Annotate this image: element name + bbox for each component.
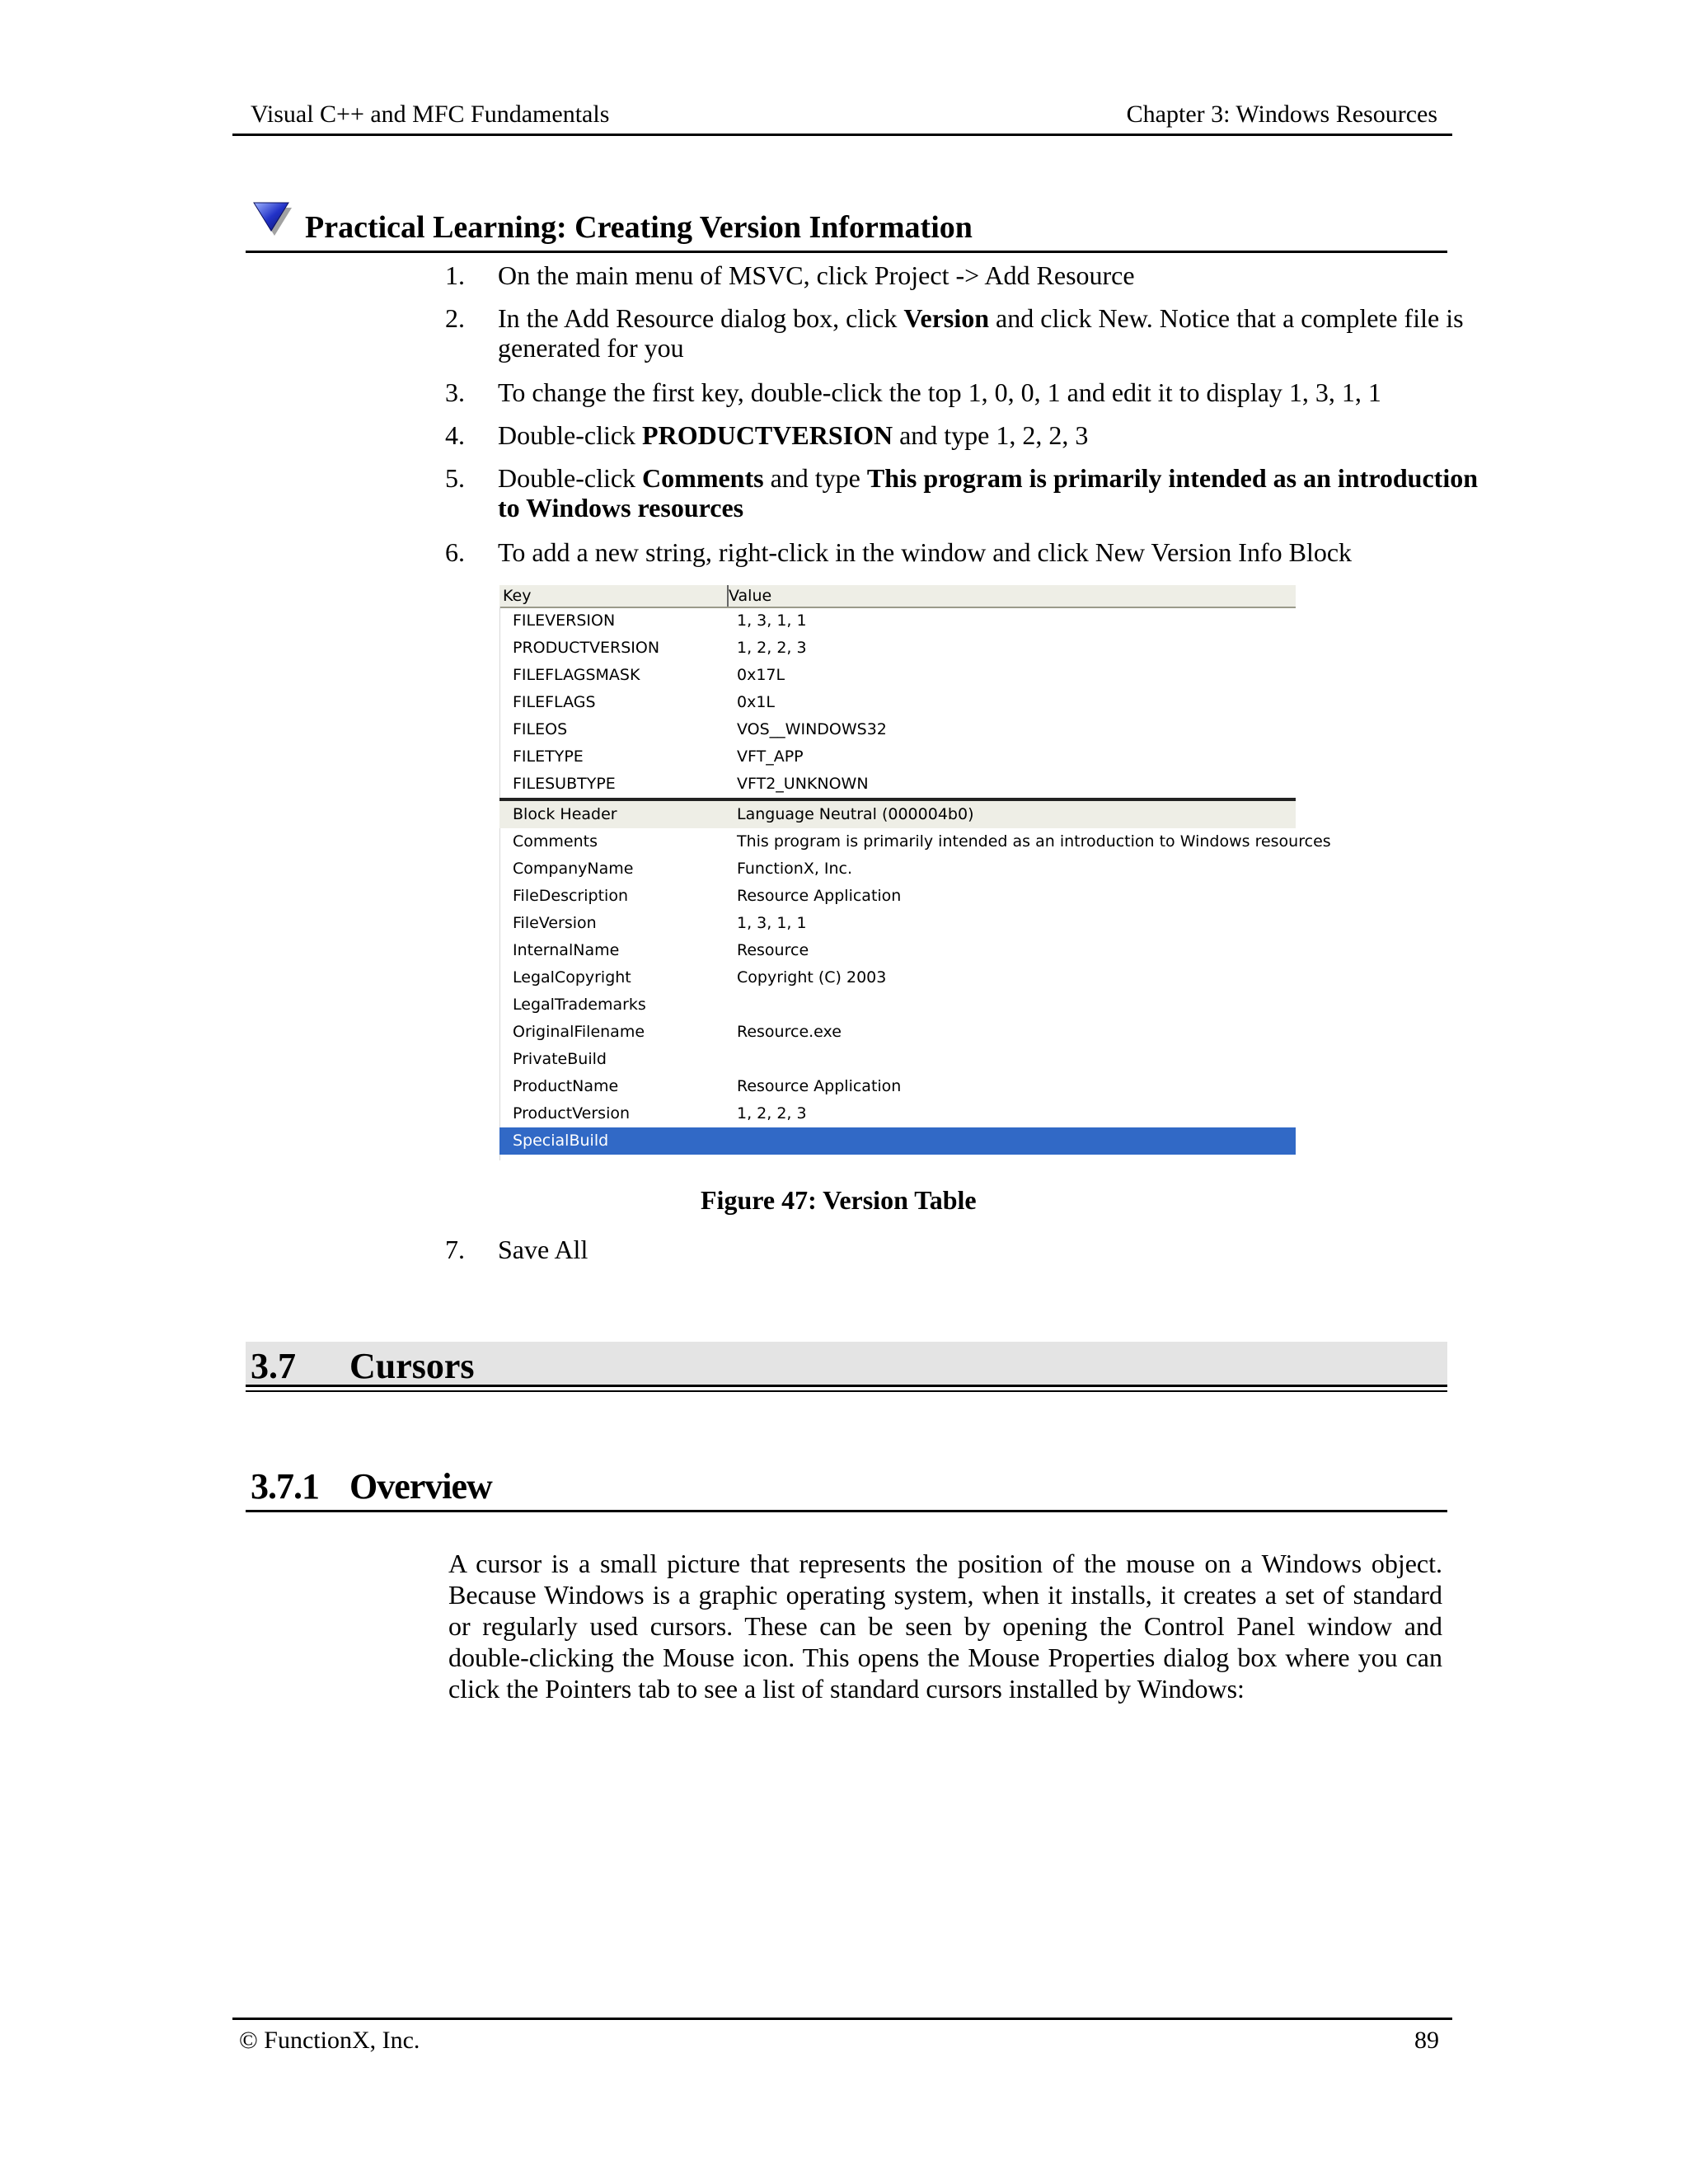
step-number: 5. — [445, 463, 465, 493]
step-text: In the Add Resource dialog box, click Version and click New. Notice that a complete file is generated for you — [498, 303, 1464, 363]
table-row[interactable] — [499, 964, 1296, 991]
table-row[interactable] — [499, 716, 1296, 743]
step-list-continued — [445, 1235, 1442, 1264]
step-text: Double-click PRODUCTVERSION and type 1, 2, 2, 3 — [498, 420, 1089, 450]
step-text: Double-click Comments and type This program is primarily intended as an introduction to Windows resources — [498, 463, 1479, 523]
table-row[interactable] — [499, 771, 1296, 798]
row-value: 1, 2, 2, 3 — [737, 639, 807, 657]
step-number: 3. — [445, 377, 465, 407]
row-key: ProductName — [513, 1077, 619, 1095]
table-row[interactable] — [499, 635, 1296, 662]
row-value: VFT_APP — [737, 748, 804, 766]
step-number: 2. — [445, 303, 465, 333]
subsection-number: 3.7.1 — [251, 1466, 319, 1507]
step-number: 1. — [445, 260, 465, 290]
row-key: LegalTrademarks — [513, 996, 646, 1014]
list-item — [445, 463, 1495, 523]
row-value: 1, 3, 1, 1 — [737, 612, 807, 630]
list-item — [445, 537, 1495, 567]
step-number: 6. — [445, 537, 465, 567]
row-value: Resource Application — [737, 887, 902, 905]
table-row[interactable] — [499, 1019, 1296, 1046]
row-key: FILEVERSION — [513, 612, 616, 630]
row-key: SpecialBuild — [513, 1132, 609, 1150]
list-item — [445, 260, 1495, 290]
row-key: FILEFLAGS — [513, 693, 596, 711]
blue-triangle-icon — [252, 199, 293, 237]
row-key: FILEFLAGSMASK — [513, 666, 640, 684]
table-row[interactable] — [499, 1073, 1296, 1100]
row-value: VOS__WINDOWS32 — [737, 720, 887, 738]
table-row[interactable] — [499, 662, 1296, 689]
footer-copyright: © FunctionX, Inc. — [239, 2027, 420, 2054]
table-row[interactable] — [499, 828, 1331, 855]
row-key: OriginalFilename — [513, 1023, 645, 1041]
row-value: FunctionX, Inc. — [737, 860, 853, 878]
table-row[interactable] — [499, 910, 1296, 937]
practical-learning-title: Practical Learning: Creating Version Information — [305, 210, 973, 245]
figure-caption: Figure 47: Version Table — [701, 1185, 977, 1215]
row-value: 0x1L — [737, 693, 776, 711]
subsection-title: Overview — [349, 1466, 492, 1507]
row-key: FILESUBTYPE — [513, 775, 616, 793]
page-number: 89 — [1414, 2027, 1439, 2054]
step-number: 7. — [445, 1235, 465, 1264]
step-number: 4. — [445, 420, 465, 450]
table-row[interactable] — [499, 607, 1296, 635]
table-header — [499, 585, 1296, 608]
practical-learning-heading — [246, 196, 1447, 253]
table-row[interactable] — [499, 743, 1296, 771]
row-value: 0x17L — [737, 666, 785, 684]
row-key: LegalCopyright — [513, 968, 631, 987]
key-column-header[interactable]: Key — [503, 587, 532, 605]
list-item — [445, 1235, 1442, 1264]
value-column-header[interactable]: Value — [729, 587, 772, 605]
row-key: Comments — [513, 832, 598, 851]
row-value: Language Neutral (000004b0) — [737, 805, 974, 823]
row-key: PrivateBuild — [513, 1050, 607, 1068]
step-text: Save All — [498, 1235, 588, 1264]
header-book-title: Visual C++ and MFC Fundamentals — [251, 101, 610, 128]
table-row[interactable] — [499, 1100, 1296, 1127]
table-row[interactable] — [499, 855, 1296, 883]
list-item — [445, 377, 1495, 407]
row-value: This program is primarily intended as an introduction to Windows resources — [737, 832, 1331, 851]
row-value: 1, 3, 1, 1 — [737, 914, 807, 932]
list-item — [445, 303, 1495, 363]
row-value: Resource — [737, 941, 809, 959]
row-key: InternalName — [513, 941, 620, 959]
row-key: FILEOS — [513, 720, 568, 738]
row-key: CompanyName — [513, 860, 634, 878]
row-key: Block Header — [513, 805, 617, 823]
row-key: FileDescription — [513, 887, 629, 905]
row-value: 1, 2, 2, 3 — [737, 1104, 807, 1122]
table-row[interactable] — [499, 689, 1296, 716]
row-key: FILETYPE — [513, 748, 584, 766]
body-paragraph: A cursor is a small picture that represents the position of the mouse on a Windows object. Because Windows is a graphic operating system, when it installs, it creates a set of standard or regularly used cursors. These can be seen by opening the Control Panel window and double-clicking the Mouse icon. This opens the Mouse Properties dialog box where you can click the Pointers tab to see a list of standard cursors installed by Windows: — [448, 1549, 1442, 1704]
list-item — [445, 420, 1495, 450]
version-table[interactable] — [499, 585, 1331, 1160]
running-header — [232, 101, 1452, 136]
row-key: ProductVersion — [513, 1104, 631, 1122]
table-row[interactable] — [499, 801, 1296, 828]
table-row[interactable] — [499, 937, 1296, 964]
step-text: To add a new string, right-click in the window and click New Version Info Block — [498, 537, 1353, 567]
row-value: VFT2_UNKNOWN — [737, 775, 869, 793]
row-key: FileVersion — [513, 914, 597, 932]
table-row[interactable] — [499, 883, 1296, 910]
section-title: Cursors — [349, 1346, 475, 1386]
row-value: Resource Application — [737, 1077, 902, 1095]
row-value: Resource.exe — [737, 1023, 842, 1041]
step-text: To change the first key, double-click the top 1, 0, 0, 1 and edit it to display 1, 3, 1, 1 — [498, 377, 1381, 407]
table-row[interactable] — [499, 991, 1296, 1019]
subsection-heading — [246, 1460, 1447, 1512]
row-value: Copyright (C) 2003 — [737, 968, 887, 987]
row-key: PRODUCTVERSION — [513, 639, 660, 657]
table-row[interactable] — [499, 1046, 1296, 1073]
section-number: 3.7 — [251, 1346, 296, 1386]
step-text: On the main menu of MSVC, click Project -> Add Resource — [498, 260, 1135, 290]
section-heading — [246, 1342, 1447, 1387]
running-footer — [232, 2018, 1452, 2056]
header-chapter-title: Chapter 3: Windows Resources — [1126, 101, 1437, 128]
table-row[interactable] — [499, 1127, 1296, 1155]
